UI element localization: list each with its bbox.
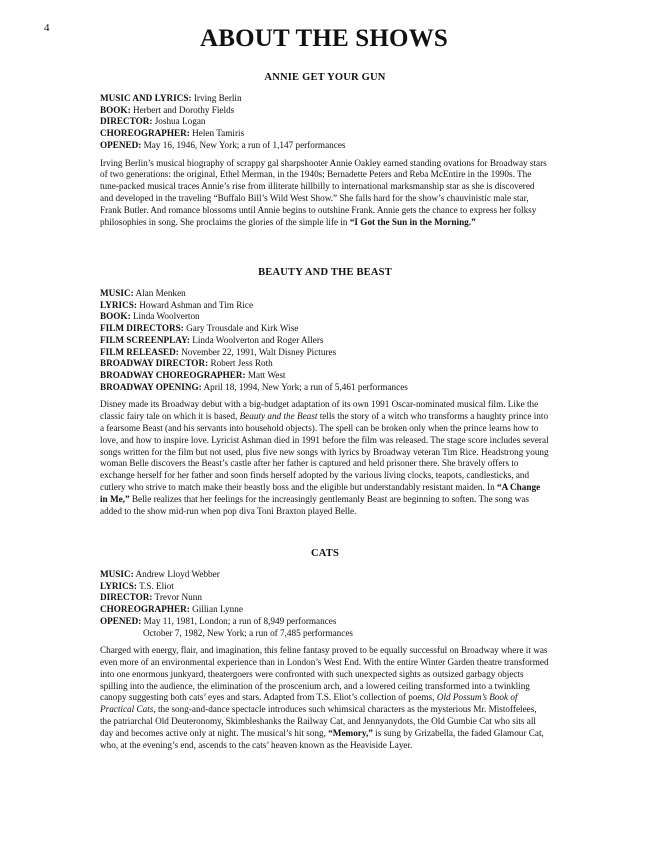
credit-line: [100, 358, 550, 370]
work-title: Old Possum’s Book of Practical Cats: [100, 692, 518, 715]
credit-label: CHOREOGRAPHER:: [100, 604, 190, 615]
credit-line: [100, 116, 550, 128]
credit-line: [100, 581, 550, 593]
credit-label: BOOK:: [100, 104, 131, 115]
credit-line: [100, 93, 550, 105]
show-description: [100, 645, 550, 751]
show-annie-get-your-gun: [100, 72, 550, 228]
credit-label: LYRICS:: [100, 580, 137, 591]
credit-label: BROADWAY DIRECTOR:: [100, 358, 209, 369]
credit-line: [100, 382, 550, 394]
credit-line: [100, 128, 550, 140]
show-title: CATS: [310, 548, 340, 559]
credit-value: May 16, 1946, New York; a run of 1,147 performances: [141, 139, 346, 150]
credit-label: OPENED:: [100, 139, 142, 150]
credit-line: [100, 628, 550, 640]
credit-value: Matt West: [245, 369, 286, 380]
credit-label: OPENED:: [100, 615, 142, 626]
song-title: “I Got the Sun in the Morning.”: [349, 216, 476, 227]
show-title: BEAUTY AND THE BEAST: [258, 267, 392, 278]
credit-line: [100, 347, 550, 359]
credit-label: MUSIC:: [100, 288, 134, 298]
credit-label: FILM SCREENPLAY:: [100, 334, 190, 345]
credit-label: DIRECTOR:: [100, 592, 153, 603]
credit-label: LYRICS:: [100, 299, 137, 310]
description-text: Disney made its Broadway debut with a big-budget adaptation of its own 1991 Oscar-nominated musical film. Like the classic fairy tale on which it is based,: [100, 399, 539, 422]
credit-value: May 11, 1981, London; a run of 8,949 performances: [141, 615, 337, 626]
credit-line: [100, 323, 550, 335]
song-title: “A Change in Me,”: [100, 481, 541, 504]
credit-label: DIRECTOR:: [100, 116, 153, 127]
credit-value: Andrew Lloyd Webber: [133, 569, 220, 579]
credit-line: [100, 288, 550, 300]
credits-list: [100, 93, 550, 152]
credit-value: Gary Trousdale and Kirk Wise: [183, 323, 299, 334]
credit-line: [100, 311, 550, 323]
credit-value: Howard Ashman and Tim Rice: [136, 299, 254, 310]
credit-label: CHOREOGRAPHER:: [100, 128, 190, 139]
credit-value: November 22, 1991, Walt Disney Pictures: [178, 346, 337, 357]
description-text: Belle realizes that her feelings for the increasingly gentlemanly Beast are beginning to soften. The song was added to the show mid-run when pop diva Toni Braxton played Belle.: [100, 493, 529, 516]
credit-value: April 18, 1994, New York; a run of 5,461 performances: [201, 381, 408, 392]
credit-value: Helen Tamiris: [189, 128, 245, 139]
description-text: Charged with energy, flair, and imagination, this feline fantasy proved to be equally successful on Broadway where it was even more of an environmental experience than in London’s West End. With the entire Winter Garden theatre transformed into one enormous junkyard, theatergoers were confronted with such unexpected sights as outsized garbagy objects spilling into the audience, the elimination of the proscenium arch, and a lowered ceiling transformed into a twinkling canopy suggesting both cats’ eyes and stars. Adapted from T.S. Eliot’s collection of poems,: [100, 645, 549, 703]
credit-label: BROADWAY CHOREOGRAPHER:: [100, 369, 246, 380]
credit-label: MUSIC:: [100, 569, 134, 579]
description-text: Irving Berlin’s musical biography of scrappy gal sharpshooter Annie Oakley earned standing ovations for Broadway stars of two generations: the original, Ethel Merman, in the 1940s; Bernadette Peters and Reba McEntire in the 1990s. The tune-packed musical traces Annie’s rise from illiterate hillbilly to international marksmanship star as she is discovered and developed in the traveling “Buffalo Bill’s Wild West Show.” She falls hard for the show’s chauvinistic male star, Frank Butler. And romance blossoms until Annie begins to outshine Frank. Annie gets the chance to express her folksy philosophies in song. She proclaims the glories of the simple life in: [100, 157, 547, 227]
credit-label: BROADWAY OPENING:: [100, 381, 202, 392]
credit-label: FILM DIRECTORS:: [100, 323, 184, 334]
credit-line: [100, 569, 550, 581]
page-title: ABOUT THE SHOWS: [200, 25, 448, 52]
credit-line: [100, 604, 550, 616]
credit-value: Trevor Nunn: [152, 592, 202, 603]
credit-value: Herbert and Dorothy Fields: [130, 104, 235, 115]
show-cats: [100, 548, 550, 751]
page-number: 4: [44, 22, 50, 34]
credit-line: [100, 370, 550, 382]
credit-value: Linda Woolverton and Roger Allers: [189, 334, 324, 345]
credit-value: Joshua Logan: [152, 116, 206, 127]
credit-value: Robert Jess Roth: [208, 358, 273, 369]
credit-value: T.S. Eliot: [136, 580, 174, 591]
credit-value: Linda Woolverton: [130, 311, 200, 322]
description-text: , the song-and-dance spectacle introduces such whimsical characters as the mysterious Mr. Mistoffelees, the patriarchal Old Deuteronomy, Skimbleshanks the Railway Cat, and Jennyanydots, the Old Gumbie Cat who sits all day and becomes active only at night. The musical’s hit song,: [100, 704, 537, 738]
song-title: “Memory,”: [328, 727, 373, 738]
show-title: ANNIE GET YOUR GUN: [264, 72, 386, 83]
work-title: Beauty and the Beast: [239, 411, 318, 422]
description-text: is sung by Grizabella, the faded Glamour Cat, who, at the evening’s end, ascends to the cats’ heaven known as the Heaviside Layer.: [100, 727, 544, 750]
credit-value: Gillian Lynne: [189, 604, 243, 615]
credit-label: MUSIC AND LYRICS:: [100, 93, 192, 103]
credit-line: [100, 140, 550, 152]
show-beauty-and-the-beast: [100, 267, 550, 517]
credits-list: [100, 288, 550, 393]
show-description: [100, 399, 550, 517]
credit-line: [100, 300, 550, 312]
credit-value: Alan Menken: [133, 288, 186, 298]
credit-line: [100, 616, 550, 628]
credit-line: [100, 335, 550, 347]
description-text: tells the story of a witch who transforms a haughty prince into a fearsome Beast (and his servants into household objects). The spell can be broken only when the prince learns how to love, and how to inspire love. Lyricist Ashman died in 1991 before the film was released. The stage score includes several songs written for the film but not used, plus five new songs with lyrics by Broadway veteran Tim Rice. Headstrong young woman Belle discovers the Beast’s castle after her father is captured and held prisoner there. She bravely offers to exchange herself for her father and soon finds herself adopted by the various living clocks, teapots, candlesticks, and cutlery who strive to match make their beastly boss and the eligible but understandably resistant maiden. In: [100, 411, 549, 492]
credit-value: October 7, 1982, New York; a run of 7,485 performances: [143, 627, 353, 638]
credit-label: FILM RELEASED:: [100, 346, 179, 357]
credit-line: [100, 105, 550, 117]
credits-list: [100, 569, 550, 639]
credit-label: BOOK:: [100, 311, 131, 322]
credit-line: [100, 592, 550, 604]
show-description: [100, 158, 550, 229]
credit-value: Irving Berlin: [191, 93, 242, 103]
